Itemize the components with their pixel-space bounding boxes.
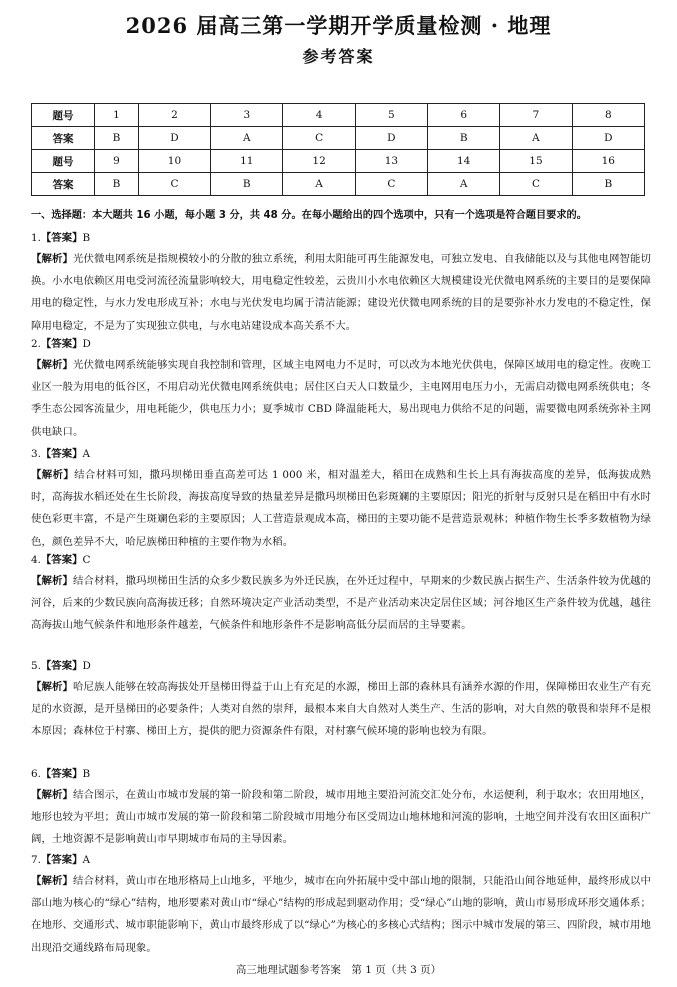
question-number: 5.: [31, 660, 41, 672]
analysis-text: 结合材料可知，撒玛坝梯田垂直高差可达 1 000 米，相对温差大，稻田在成熟和生长上具有海拔高度的差异，低海拔成熟时，高海拔水稻还处在生长阶段，海拔高度导致的热量差异是撒玛坝梯田色彩斑斓的主要原因；阳光的折射与反射只是在稻田中有水时使色彩更丰富，不是产生斑斓色彩的主要原因；人工营造景观成本高，梯田的主要功能不是营造景观林；种植作物生长季多数植物为绿色，颜色差异不大，哈尼族梯田种植的主要作物为水稻。: [31, 469, 651, 548]
question-number-cell: 4: [283, 104, 355, 127]
analysis-paragraph: [31, 464, 651, 553]
answer-value: B: [82, 232, 91, 244]
question-number-cell: 15: [500, 150, 572, 173]
analysis-label: 【解析】: [31, 575, 74, 587]
answer-cell: D: [572, 127, 644, 150]
table-row-answers: [32, 173, 645, 196]
answer-label: 【答案】: [40, 338, 83, 350]
question-block: [31, 656, 651, 743]
question-number-cell: 11: [211, 150, 283, 173]
analysis-paragraph: [31, 870, 651, 959]
answer-cell: C: [500, 173, 572, 196]
row-label-answer: 答案: [32, 127, 95, 150]
analysis-label: 【解析】: [31, 789, 74, 801]
table-row-answers: [32, 127, 645, 150]
question-number-cell: 2: [138, 104, 210, 127]
answer-line: [31, 334, 651, 354]
answer-label: 【答案】: [40, 554, 83, 566]
answer-line: [31, 850, 651, 870]
answer-cell: A: [428, 173, 500, 196]
answer-value: D: [82, 338, 91, 350]
page-footer: 高三地理试题参考答案 第 1 页（共 3 页）: [235, 964, 442, 976]
answer-value: D: [82, 660, 91, 672]
question-block: [31, 764, 651, 851]
answer-value: C: [82, 554, 91, 566]
page-subtitle: 参考答案: [302, 47, 375, 66]
question-number-cell: 16: [572, 150, 644, 173]
answer-value: B: [82, 768, 91, 780]
analysis-label: 【解析】: [31, 359, 74, 371]
question-number-cell: 13: [355, 150, 427, 173]
question-number-cell: 5: [355, 104, 427, 127]
page-title: 2026 届高三第一学期开学质量检测 · 地理: [125, 13, 552, 38]
analysis-text: 结合材料，撒玛坝梯田生活的众多少数民族多为外迁民族，在外迁过程中，早期来的少数民族占据生产、生活条件较为优越的河谷，后来的少数民族向高海拔迁移；自然环境决定产业活动类型，不是产业活动来决定居住区域；河谷地区生产条件较为优越，越往高海拔山地气候条件和地形条件越差，气候条件和地形条件不是影响高低分层而居的主导要素。: [31, 575, 651, 632]
row-label-number: 题号: [32, 150, 95, 173]
question-number-cell: 1: [95, 104, 139, 127]
question-block: [31, 550, 651, 637]
section-intro: 一、选择题：本大题共 16 小题，每小题 3 分，共 48 分。在每小题给出的四个选项中，只有一个选项是符合题目要求的。: [31, 210, 587, 221]
row-label-number: 题号: [32, 104, 95, 127]
answer-value: A: [82, 448, 90, 460]
answer-label: 【答案】: [40, 854, 83, 866]
question-block: [31, 850, 651, 959]
question-number: 3.: [31, 448, 41, 460]
row-label-answer: 答案: [32, 173, 95, 196]
answer-cell: C: [283, 127, 355, 150]
question-number-cell: 14: [428, 150, 500, 173]
answer-line: [31, 764, 651, 784]
answer-cell: A: [283, 173, 355, 196]
analysis-text: 结合图示，在黄山市城市发展的第一阶段和第二阶段，城市用地主要沿河流交汇处分布，水运便利，利于取水；农田用地区，地形也较为平坦；黄山市城市发展的第一阶段和第二阶段城市用地分布区受周边山地林地和河流的影响，土地空间并没有农田区面积广阔，土地资源不是影响黄山市早期城市布局的主导因素。: [31, 789, 651, 846]
answer-label: 【答案】: [40, 660, 83, 672]
table-row-numbers: [32, 150, 645, 173]
answer-cell: B: [95, 173, 139, 196]
answer-line: [31, 228, 651, 248]
analysis-paragraph: [31, 676, 651, 743]
answer-cell: D: [138, 127, 210, 150]
answer-label: 【答案】: [40, 768, 83, 780]
table-row-numbers: [32, 104, 645, 127]
question-number-cell: 9: [95, 150, 139, 173]
answer-label: 【答案】: [40, 448, 83, 460]
analysis-paragraph: [31, 354, 651, 443]
analysis-paragraph: [31, 570, 651, 637]
analysis-text: 光伏微电网系统能够实现自我控制和管理，区域主电网电力不足时，可以改为本地光伏供电，保障区域用电的稳定性。夜晚工业区一般为用电的低谷区，不用启动光伏微电网系统供电；居住区白天人口数量少，主电网用电压力小，无需启动微电网系统供电；冬季生态公园客流量少，用电耗能少，供电压力小；夏季城市 CBD 降温能耗大，易出现电力供给不足的问题，需要微电网系统弥补主网供电缺口。: [31, 359, 651, 438]
question-number-cell: 8: [572, 104, 644, 127]
question-block: [31, 334, 651, 443]
analysis-text: 结合材料，黄山市在地形格局上山地多，平地少，城市在向外拓展中受中部山地的限制，只能沿山间谷地延伸，最终形成以中部山地为核心的“绿心”结构，地形要素对黄山市“绿心”结构的形成起到驱动作用；受“绿心”山地的影响，黄山市易形成环形交通体系；在地形、交通形式、城市职能影响下，黄山市最终形成了以“绿心”为核心的多核心式结构；图示中城市发展的第三、四阶段，城市用地出现沿交通线路布局现象。: [31, 875, 651, 954]
answer-cell: C: [355, 173, 427, 196]
answer-cell: B: [428, 127, 500, 150]
answer-cell: D: [355, 127, 427, 150]
answer-line: [31, 656, 651, 676]
question-number-cell: 10: [138, 150, 210, 173]
analysis-paragraph: [31, 248, 651, 337]
question-number: 2.: [31, 338, 41, 350]
answer-cell: B: [95, 127, 139, 150]
question-number-cell: 7: [500, 104, 572, 127]
answer-value: A: [82, 854, 90, 866]
answer-line: [31, 550, 651, 570]
question-block: [31, 444, 651, 553]
question-number: 4.: [31, 554, 41, 566]
answer-table: [31, 103, 645, 196]
analysis-label: 【解析】: [31, 253, 74, 265]
question-number-cell: 12: [283, 150, 355, 173]
answer-label: 【答案】: [40, 232, 83, 244]
question-number: 1.: [31, 232, 41, 244]
answer-cell: C: [138, 173, 210, 196]
analysis-text: 光伏微电网系统是指规模较小的分散的独立系统，利用太阳能可再生能源发电，可独立发电、自我储能以及与其他电网智能切换。小水电依赖区用电受河流径流量影响较大，用电稳定性较差，云贵川小水电依赖区大规模建设光伏微电网系统的主要目的是要保障用电的稳定性，与水力发电形成互补；水电与光伏发电均属于清洁能源；建设光伏微电网系统的目的是要弥补水力发电的不稳定性，保障用电稳定，不是为了实现独立供电，与水电站建设成本高关系不大。: [31, 253, 651, 332]
analysis-paragraph: [31, 784, 651, 851]
question-number-cell: 6: [428, 104, 500, 127]
answer-cell: A: [211, 127, 283, 150]
question-number: 6.: [31, 768, 41, 780]
answer-line: [31, 444, 651, 464]
question-number-cell: 3: [211, 104, 283, 127]
answer-cell: A: [500, 127, 572, 150]
analysis-label: 【解析】: [31, 681, 74, 693]
question-block: [31, 228, 651, 337]
answer-cell: B: [572, 173, 644, 196]
analysis-label: 【解析】: [31, 875, 74, 887]
question-number: 7.: [31, 854, 41, 866]
answer-cell: B: [211, 173, 283, 196]
analysis-text: 哈尼族人能够在较高海拔处开垦梯田得益于山上有充足的水源，梯田上部的森林具有涵养水源的作用，保障梯田农业生产有充足的水资源，是开垦梯田的必要条件；人类对自然的崇拜，最根本来自大自然对人类生产、生活的影响，对大自然的敬畏和崇拜不是根本原因；森林位于村寨、梯田上方，提供的肥力资源条件有限，对村寨气候环境的影响也较为有限。: [31, 681, 651, 738]
analysis-label: 【解析】: [31, 469, 75, 481]
